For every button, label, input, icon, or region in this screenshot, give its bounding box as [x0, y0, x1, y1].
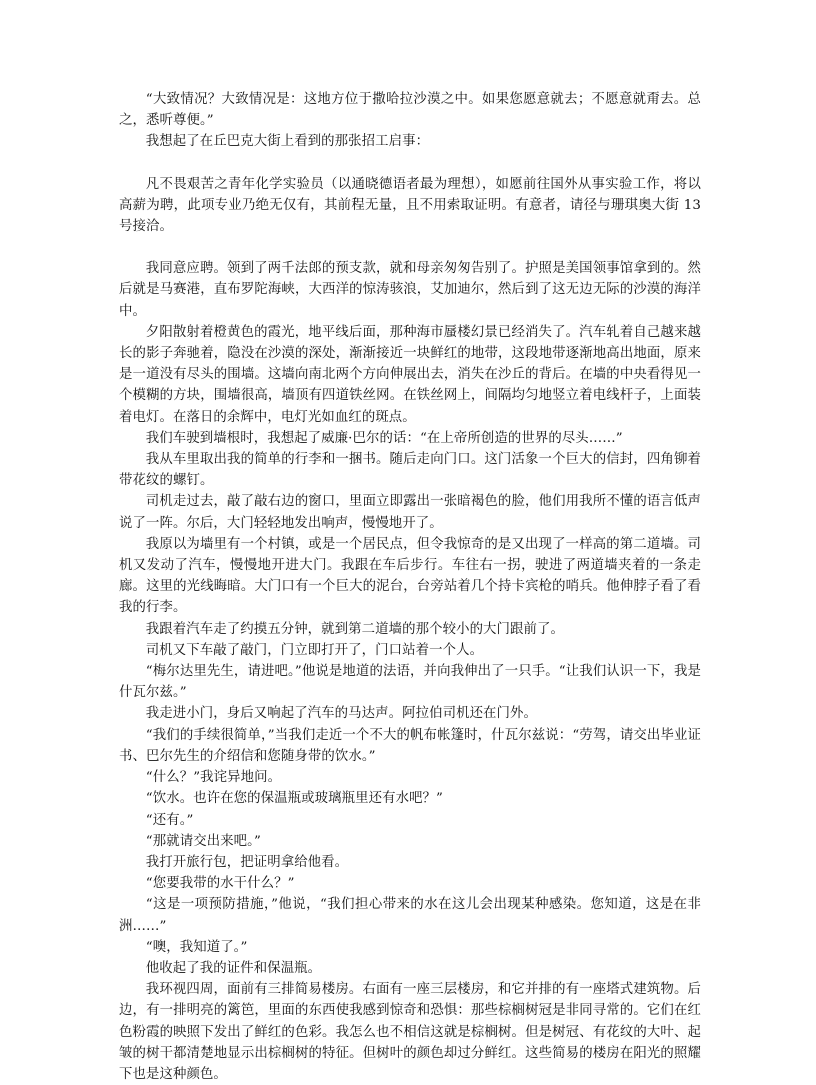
sunset-wall-paragraph: 夕阳散射着橙黄色的霞光，地平线后面，那种海市蜃楼幻景已经消失了。汽车轧着自己越来越长的影子奔驰着，隐没在沙漠的深处，渐渐接近一块鲜红的地带，这段地带逐渐地高出地面，原来是一道没有尽头的围墙。这墙向南北两个方向伸展出去，消失在沙丘的背后。在墙的中央看得见一个模糊的方块，围墙很高，墙顶有四道铁丝网。在铁丝网上，间隔均匀地竖立着电线杆子，上面装着电灯。在落日的余辉中，电灯光如血红的斑点。	[119, 324, 701, 425]
dialogue-understood-paragraph: “噢，我知道了。”	[145, 939, 248, 955]
enter-gate-paragraph: 我走进小门，身后又响起了汽车的马达声。阿拉伯司机还在门外。	[145, 706, 538, 722]
dialogue-water-paragraph: “饮水。也许在您的保温瓶或玻璃瓶里还有水吧？”	[145, 791, 443, 807]
document-page	[119, 89, 701, 1085]
dialogue-yes-paragraph: “还有。”	[145, 812, 194, 828]
walk-paragraph: 我跟着汽车走了约摸五分钟，就到第二道墙的那个较小的大门跟前了。	[145, 621, 565, 637]
dialogue-handover-paragraph: “那就请交出来吧。”	[145, 833, 261, 849]
greeting-paragraph: “梅尔达里先生，请进吧。”他说是地道的法语，并向我伸出了一只手。“让我们认识一下，我是什瓦尔兹。”	[119, 664, 701, 701]
collect-paragraph: 他收起了我的证件和保温瓶。	[145, 960, 322, 976]
dialogue-paragraph-1: “大致情况？大致情况是：这地方位于撒哈拉沙漠之中。如果您愿意就去；不愿意就甭去。总之，悉听尊便。”	[119, 92, 701, 129]
second-wall-paragraph: 我原以为墙里有一个村镇，或是一个居民点，但令我惊奇的是又出现了一样高的第二道墙。司机又发动了汽车，慢慢地开进大门。我跟在车后步行。车往右一拐，驶进了两道墙夹着的一条走廊。这里的光线晦暗。大门口有一个巨大的泥台，台旁站着几个持卡宾枪的哨兵。他伸脖子看了看我的行李。	[119, 536, 701, 616]
recall-paragraph: 我想起了在丘巴克大街上看到的那张招工启事：	[145, 134, 430, 150]
show-documents-paragraph: 我打开旅行包，把证明拿给他看。	[145, 854, 349, 870]
palm-trees-paragraph: 我环视四周，面前有三排简易楼房。右面有一座三层楼房，和它并排的有一座塔式建筑物。后边，有一排明亮的篱笆，里面的东西使我感到惊奇和恐惧：那些棕榈树冠是非同寻常的。它们在红色粉霞的映照下发出了鲜红的色彩。我怎么也不相信这就是棕榈树。但是树冠、有花纹的大叶、起皱的树干都清楚地显示出棕榈树的特征。但树叶的颜色却过分鲜红。这些简易的楼房在阳光的照耀下也是这种颜色。	[119, 982, 701, 1082]
procedure-paragraph: “我们的手续很简单，”当我们走近一个不大的帆布帐篷时，什瓦尔兹说：“劳驾，请交出毕业证书、巴尔先生的介绍信和您随身带的饮水。”	[119, 727, 701, 764]
driver-knock-paragraph: 司机走过去，敲了敲右边的窗口，里面立即露出一张暗褐色的脸，他们用我所不懂的语言低声说了一阵。尔后，大门轻轻地发出响声，慢慢地开了。	[119, 494, 701, 531]
journey-paragraph: 我同意应聘。领到了两千法郎的预支款，就和母亲匆匆告别了。护照是美国领事馆拿到的。然后就是马赛港，直布罗陀海峡，大西洋的惊涛骇浪，艾加迪尔，然后到了这无边无际的沙漠的海洋中。	[119, 261, 701, 319]
dialogue-precaution-paragraph: “这是一项预防措施，”他说，“我们担心带来的水在这儿会出现某种感染。您知道，这是在非洲……”	[119, 897, 701, 934]
job-notice-paragraph: 凡不畏艰苦之青年化学实验员（以通晓德语者最为理想），如愿前往国外从事实验工作，将以高薪为聘，此项专业乃绝无仅有，其前程无量，且不用索取证明。有意者，请径与珊琪奥大街 13 号接洽。	[119, 176, 701, 235]
door-open-paragraph: 司机又下车敲了敲门，门立即打开了，门口站着一个人。	[145, 642, 484, 658]
dialogue-why-paragraph: “您要我带的水干什么？”	[145, 876, 295, 892]
dialogue-what-paragraph: “什么？”我诧异地问。	[145, 770, 282, 786]
luggage-paragraph: 我从车里取出我的简单的行李和一捆书。随后走向门口。这门活象一个巨大的信封，四角铆着带花纹的螺钉。	[119, 452, 701, 489]
arrival-paragraph: 我们车驶到墙根时，我想起了威廉·巴尔的话：“在上帝所创造的世界的尽头……”	[145, 430, 623, 446]
